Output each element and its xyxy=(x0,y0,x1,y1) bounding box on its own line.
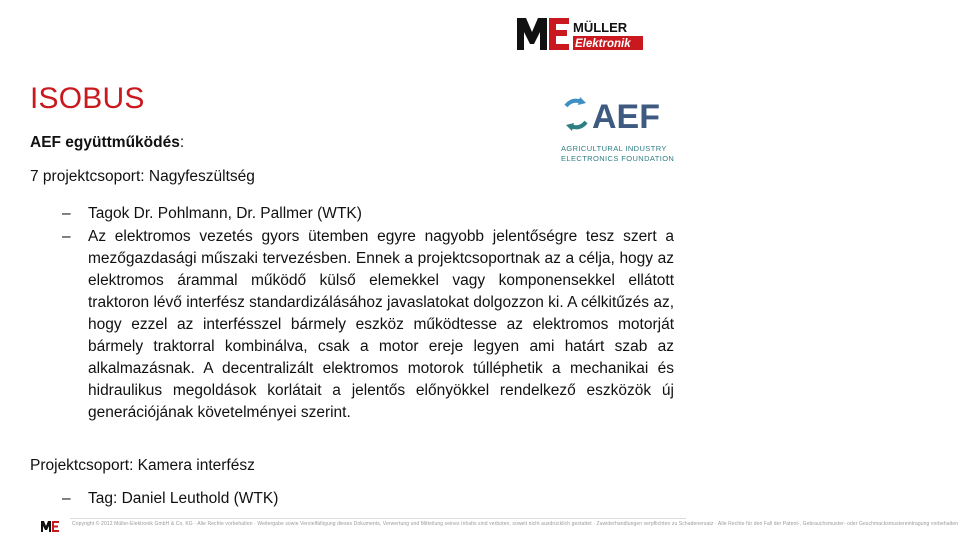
aef-logo xyxy=(558,92,688,170)
muller-elektronik-logo xyxy=(515,10,645,60)
footer-copyright: Copyright © 2012 Müller-Elektronik GmbH & Co. KG · Alle Rechte vorbehalten · Weitergabe sowie Vervielfältigung dieses Dokuments, Verwertung und Mitteilung seines Inhalts sind verboten, soweit nicht ausdrücklich gestattet · Zuwiderhandlungen verpflichten zu Schadenersatz · Alle Rechte für den Fall der Patent-, Gebrauchsmuster- oder Geschmacksmustereintragung vorbehalten xyxy=(72,521,958,527)
section-heading-bold: AEF együttműködés xyxy=(30,134,180,151)
section-heading-colon: : xyxy=(179,134,185,151)
bullet-dash: – xyxy=(62,228,71,245)
group2-label: Projektcsoport: Kamera interfész xyxy=(30,457,255,474)
bullet-dash: – xyxy=(62,490,71,507)
aef-subtitle xyxy=(561,144,674,164)
group1-bullet-1-text: Tagok Dr. Pohlmann, Dr. Pallmer (WTK) xyxy=(88,205,362,222)
aef-mark: AEF xyxy=(592,98,660,136)
group1-bullet-2-text: Az elektromos vezetés gyors ütemben egyre nagyobb jelentőségre tesz szert a mezőgazdasági műszaki tervezésben. Ennek a projektcsoportnak az a célja, hogy az elektromos árammal működő külső elemekkel vagy komponensekkel ellátott traktoron lévő interfész standardizálásához javaslatokat dolgozzon ki. A célkitűzés az, hogy ezzel az interfésszel bármely eszköz működtesse az elektromos motorját bármely traktorral kombinálva, csak a motor ereje legyen ami határt szab az alkalmazásnak. A decentralizált elektromos motorok túlléphetik a mechanikai és hidraulikus megoldások korlátait a jelentős előnyökkel rendelkező eszközök új generációjának követelményei szerint. xyxy=(88,228,674,421)
footer-me-logo xyxy=(40,519,64,533)
slide-title: ISOBUS xyxy=(30,82,145,115)
group1-label: 7 projektcsoport: Nagyfeszültség xyxy=(30,168,255,185)
aef-subtitle-line1: AGRICULTURAL INDUSTRY xyxy=(561,144,667,153)
muller-logo-bottom-text: Elektronik xyxy=(575,38,631,50)
footer-divider xyxy=(70,518,686,519)
bullet-dash: – xyxy=(62,205,71,222)
group2-bullet-1-text: Tag: Daniel Leuthold (WTK) xyxy=(88,490,279,507)
aef-subtitle-line2: ELECTRONICS FOUNDATION xyxy=(561,154,675,163)
muller-logo-top-text: MÜLLER xyxy=(573,20,628,35)
section-heading xyxy=(30,132,184,154)
